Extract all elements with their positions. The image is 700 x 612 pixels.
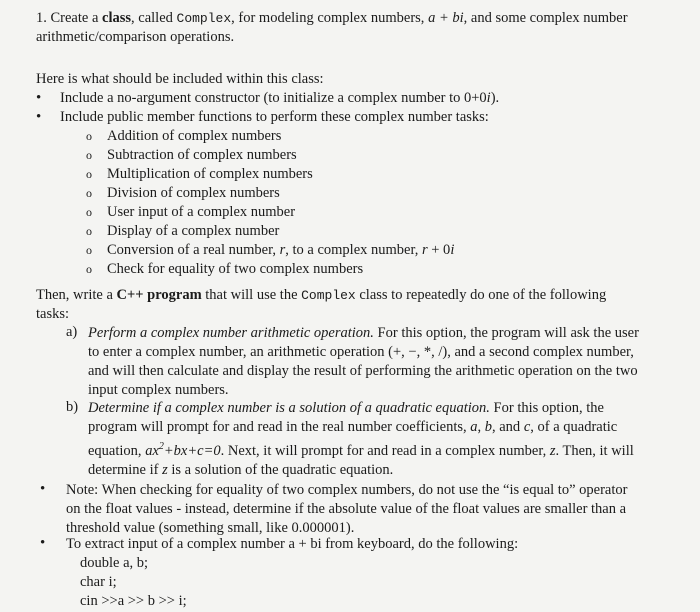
bullet-icon: •	[36, 90, 42, 106]
then-text: that will use the	[201, 287, 302, 303]
code-line-2: char i;	[80, 574, 117, 590]
then-code-complex: Complex	[301, 288, 356, 303]
intro-text: , and some complex number	[463, 10, 628, 26]
bullet-text-part: Include a no-argument constructor (to initialize a complex number to 0+0	[60, 90, 487, 106]
task-b-body	[88, 399, 690, 480]
task-b-line-2	[88, 418, 690, 437]
subitem-text: Check for equality of two complex numbers	[107, 261, 364, 277]
math-z: z	[549, 442, 556, 459]
intro-math: a + bi	[428, 10, 464, 26]
bullet-text-part: ).	[490, 90, 500, 106]
eq-part: ax	[145, 442, 159, 459]
task-b-text: is a solution of the quadratic equation.	[167, 461, 394, 478]
bullet-icon: •	[40, 481, 46, 497]
bullet-icon: •	[36, 109, 42, 125]
subitem-text: Subtraction of complex numbers	[107, 147, 297, 163]
task-b-text: , of a quadratic	[530, 419, 618, 435]
subitem-text: Multiplication of complex numbers	[107, 166, 313, 182]
task-a-line-1	[88, 324, 690, 343]
subitem-text-part: , to a complex number,	[285, 242, 422, 258]
circle-bullet-icon: o	[86, 148, 92, 162]
circle-bullet-icon: o	[86, 224, 92, 238]
task-b-text: program will prompt for and read in the real number coefficients,	[88, 419, 471, 435]
note-input-body	[66, 535, 690, 611]
bullet-text	[60, 89, 499, 108]
intro-line-2: arithmetic/comparison operations.	[36, 29, 235, 45]
math-r: r	[421, 242, 428, 258]
task-b-text: . Then, it will	[555, 442, 634, 459]
task-a-line-2: to enter a complex number, an arithmetic operation (+, −, *, /), and a second complex number,	[88, 344, 634, 360]
eq-part: +bx+c=0	[163, 442, 221, 459]
circle-bullet-icon: o	[86, 186, 92, 200]
subitem-text-part: + 0	[427, 242, 451, 258]
bullet-text-italic: i	[486, 90, 491, 106]
task-b-text: For this option, the	[489, 400, 604, 416]
then-text: Then, write a	[36, 287, 117, 303]
bullet-icon: •	[40, 535, 46, 551]
intro-code-complex: Complex	[176, 11, 232, 26]
circle-bullet-icon: o	[86, 205, 92, 219]
math-i: i	[450, 242, 455, 258]
note-line-3: threshold value (something small, like 0.000001).	[66, 520, 355, 536]
then-paragraph	[36, 286, 700, 324]
then-line-2: tasks:	[36, 306, 70, 322]
math-z: z	[162, 461, 168, 478]
task-b-line-4	[88, 461, 690, 480]
circle-bullet-icon: o	[86, 243, 92, 257]
task-a-title: Perform a complex number arithmetic operation.	[88, 325, 374, 341]
task-b-text: equation,	[88, 442, 146, 459]
code-line-3: cin >>a >> b >> i;	[80, 593, 187, 609]
intro-text: 1. Create a	[36, 10, 103, 26]
subitem-text: Addition of complex numbers	[107, 128, 282, 144]
task-b-text: , and	[492, 419, 524, 435]
circle-bullet-icon: o	[86, 262, 92, 276]
task-b-line-1	[88, 399, 690, 418]
task-a-body	[88, 324, 690, 400]
subitem-text	[107, 241, 454, 260]
intro-bold-class: class	[102, 10, 132, 26]
intro-text: , called	[131, 10, 177, 26]
include-heading: Here is what should be included within this class:	[36, 71, 324, 87]
subitem-text: Display of a complex number	[107, 223, 280, 239]
task-a-line-4: input complex numbers.	[88, 382, 229, 398]
subitem-text: Division of complex numbers	[107, 185, 280, 201]
then-line-1	[36, 286, 700, 305]
subitem-text: User input of a complex number	[107, 204, 296, 220]
intro-paragraph	[36, 9, 700, 47]
task-a-text: For this option, the program will ask the user	[373, 325, 639, 341]
task-b-text: determine if	[88, 461, 163, 478]
note-input-line: To extract input of a complex number a + bi from keyboard, do the following:	[66, 536, 519, 552]
note-body	[66, 481, 690, 538]
task-b-title: Determine if a complex number is a solution of a quadratic equation.	[88, 400, 490, 416]
intro-line-1	[36, 9, 700, 28]
task-b-text: ,	[477, 419, 485, 435]
note-line-1: Note: When checking for equality of two complex numbers, do not use the “is equal to” operator	[66, 482, 628, 498]
math-a: a	[470, 419, 478, 435]
then-bold: C++ program	[116, 287, 202, 303]
eq-exponent: 2	[158, 441, 164, 452]
task-b-label: b)	[66, 399, 79, 415]
circle-bullet-icon: o	[86, 129, 92, 143]
intro-text: , for modeling complex numbers,	[231, 10, 429, 26]
code-line-1: double a, b;	[80, 555, 149, 571]
math-r: r	[279, 242, 286, 258]
quadratic-equation	[145, 443, 220, 459]
math-b: b	[484, 419, 492, 435]
note-line-2: on the float values - instead, determine if the absolute value of the float values are smaller than a	[66, 501, 627, 517]
bullet-text: Include public member functions to perform these complex number tasks:	[60, 109, 489, 125]
task-a-line-3: and will then calculate and display the result of performing the arithmetic operation on the two	[88, 363, 638, 379]
circle-bullet-icon: o	[86, 167, 92, 181]
math-c: c	[523, 419, 531, 435]
task-a-label: a)	[66, 324, 78, 340]
task-b-text: . Next, it will prompt for and read in a complex number,	[220, 442, 550, 459]
subitem-text-part: Conversion of a real number,	[107, 242, 280, 258]
task-b-line-3	[88, 437, 690, 461]
then-text: class to repeatedly do one of the following	[355, 287, 607, 303]
